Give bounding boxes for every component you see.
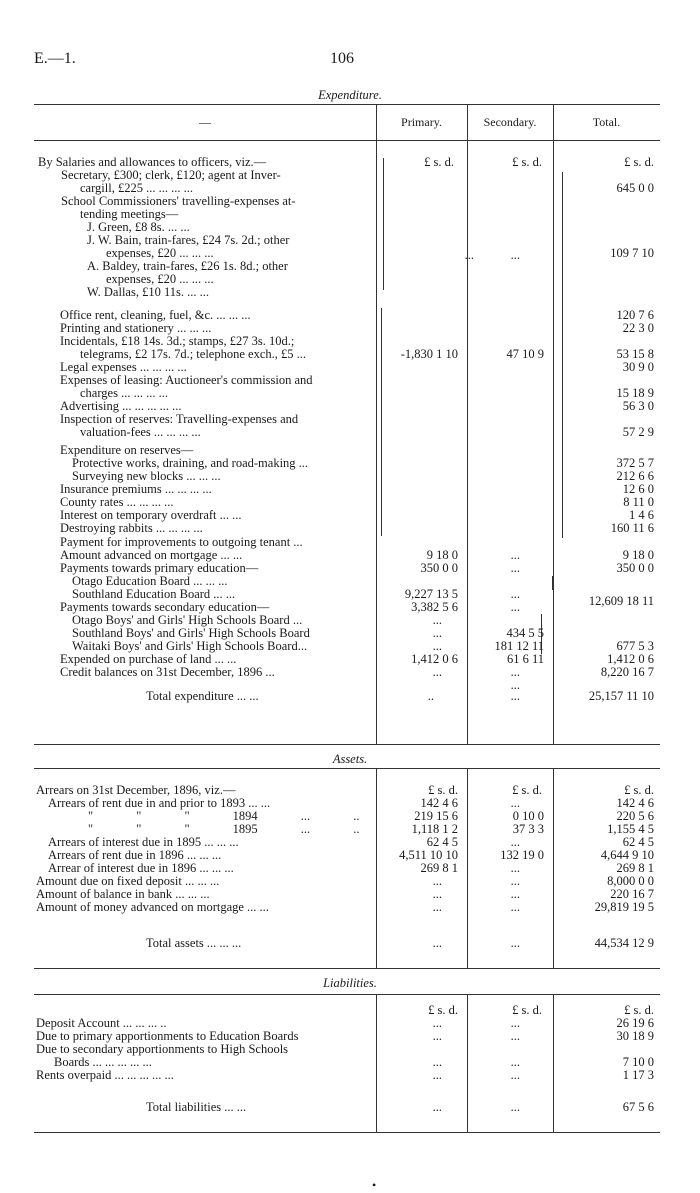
line: " " " 1894 ... .. <box>88 809 360 823</box>
secondary-value: ... <box>510 874 520 888</box>
line: Otago Education Board ... ... ... <box>72 574 228 588</box>
total-value: 8,000 0 0 <box>607 874 654 888</box>
line: J. W. Bain, train-fares, £24 7s. 2d.; other <box>87 233 290 247</box>
group-brace <box>552 576 553 590</box>
line: tending meetings— <box>80 207 179 221</box>
total-liabilities-primary: ... <box>432 1100 442 1114</box>
line: By Salaries and allowances to officers, viz.— <box>38 155 267 169</box>
primary-value: ... <box>432 1068 442 1082</box>
total-value: 30 9 0 <box>622 360 654 374</box>
primary-value: ... <box>432 1029 442 1043</box>
column-divider <box>553 104 554 744</box>
primary-value: ... <box>432 626 442 640</box>
units-total: £ s. d. <box>624 1003 654 1017</box>
primary-value: 4,511 10 10 <box>399 848 458 862</box>
primary-value: ... <box>432 900 442 914</box>
primary-value: 219 15 6 <box>414 809 458 823</box>
line: Arrears of interest due in 1895 ... ... ... <box>48 835 239 849</box>
total-expenditure-label: Total expenditure ... ... <box>146 689 259 703</box>
line: Southland Boys' and Girls' High Schools Board <box>72 626 310 640</box>
primary-value: ... <box>432 874 442 888</box>
total-value: 1,155 4 5 <box>607 822 654 836</box>
column-divider <box>376 994 377 1132</box>
total-value: 120 7 6 <box>616 308 654 322</box>
secondary-value: ... <box>510 1029 520 1043</box>
total-value: 53 15 8 <box>616 347 654 361</box>
line: Waitaki Boys' and Girls' High Schools Board... <box>72 639 308 653</box>
line: charges ... ... ... ... <box>80 386 168 400</box>
line: Arrear of interest due in 1896 ... ... ... <box>48 861 234 875</box>
primary-value: ... <box>432 639 442 653</box>
units-total: £ s. d. <box>624 155 654 169</box>
total-value: 142 4 6 <box>616 796 654 810</box>
line: Insurance premiums ... ... ... ... <box>60 482 212 496</box>
line: Amount of money advanced on mortgage ... ... <box>36 900 269 914</box>
column-header-primary: Primary. <box>401 115 442 129</box>
line: J. Green, £8 8s. ... ... <box>87 220 190 234</box>
page-number: 106 <box>330 50 354 67</box>
primary-value: 62 4 5 <box>426 835 458 849</box>
primary-value: 142 4 6 <box>420 796 458 810</box>
line: Expended on purchase of land ... ... <box>60 652 237 666</box>
secondary-value: ... <box>510 887 520 901</box>
line: Secretary, £300; clerk, £120; agent at Inver- <box>61 168 281 182</box>
primary-value: 1,118 1 2 <box>411 822 458 836</box>
secondary-value: 37 3 3 <box>512 822 544 836</box>
secondary-value: ... <box>510 587 520 601</box>
total-value: 12 6 0 <box>622 482 654 496</box>
line: Amount of balance in bank ... ... ... <box>36 887 210 901</box>
secondary-value: 434 5 5 <box>506 626 544 640</box>
secondary-value: 47 10 9 <box>506 347 544 361</box>
total-value: 9 18 0 <box>622 548 654 562</box>
secondary-value: 132 19 0 <box>500 848 544 862</box>
line: Rents overpaid ... ... ... ... ... <box>36 1068 174 1082</box>
total-liabilities-value: 67 5 6 <box>622 1100 654 1114</box>
column-divider <box>376 104 377 744</box>
line: Credit balances on 31st December, 1896 ... <box>60 665 275 679</box>
secondary-value: 0 10 0 <box>512 809 544 823</box>
total-value: 22 3 0 <box>622 321 654 335</box>
total-value: 4,644 9 10 <box>600 848 654 862</box>
secondary-value: ... <box>510 1016 520 1030</box>
total-assets-value: 44,534 12 9 <box>594 936 654 950</box>
line: Arrears on 31st December, 1896, viz.— <box>36 783 236 797</box>
total-expenditure-secondary: ... <box>510 689 520 703</box>
line: Inspection of reserves: Travelling-expenses and <box>60 412 299 426</box>
rule <box>34 768 660 769</box>
secondary-value: ... <box>510 1068 520 1082</box>
total-value: 372 5 7 <box>616 456 654 470</box>
line: Amount due on fixed deposit ... ... ... <box>36 874 220 888</box>
secondary-value: ... <box>510 835 520 849</box>
total-value: 350 0 0 <box>616 561 654 575</box>
total-value: 26 19 6 <box>616 1016 654 1030</box>
line: Arrears of rent due in 1896 ... ... ... <box>48 848 222 862</box>
units-primary: £ s. d. <box>428 1003 458 1017</box>
primary-value: ... <box>432 665 442 679</box>
primary-value: 9,227 13 5 <box>404 587 458 601</box>
primary-value: ... <box>464 248 474 262</box>
group-brace <box>381 308 382 536</box>
line: Boards ... ... ... ... ... <box>54 1055 152 1069</box>
secondary-value: ... <box>510 600 520 614</box>
total-value: 220 5 6 <box>616 809 654 823</box>
column-header-total: Total. <box>592 115 621 129</box>
units-secondary: £ s. d. <box>512 1003 542 1017</box>
rule <box>34 104 660 105</box>
line: Due to primary apportionments to Education Boards <box>36 1029 299 1043</box>
total-value: 677 5 3 <box>616 639 654 653</box>
line: Expenses of leasing: Auctioneer's commission and <box>60 373 313 387</box>
rule <box>34 968 660 969</box>
secondary-value: ... <box>510 1055 520 1069</box>
units-secondary: £ s. d. <box>512 783 542 797</box>
primary-value: 3,382 5 6 <box>411 600 458 614</box>
column-divider <box>553 994 554 1132</box>
line: Protective works, draining, and road-making ... <box>72 456 309 470</box>
rule <box>34 994 660 995</box>
page-header-left: E.—1. <box>34 50 76 67</box>
line: School Commissioners' travelling-expenses at- <box>61 194 296 208</box>
primary-value: 1,412 0 6 <box>411 652 458 666</box>
total-expenditure-primary: .. <box>427 689 434 703</box>
column-header-description: — <box>199 115 211 129</box>
secondary-value: ... <box>510 548 520 562</box>
total-liabilities-secondary: ... <box>510 1100 520 1114</box>
line: expenses, £20 ... ... ... <box>106 272 214 286</box>
primary-value: 269 8 1 <box>420 861 458 875</box>
line: Surveying new blocks ... ... ... <box>72 469 221 483</box>
total-value: 1 4 6 <box>629 508 654 522</box>
total-value: 645 0 0 <box>616 181 654 195</box>
line: Incidentals, £18 14s. 3d.; stamps, £27 3s. 10d.; <box>60 334 295 348</box>
line: cargill, £225 ... ... ... ... <box>80 181 193 195</box>
column-divider <box>553 768 554 968</box>
line: Due to secondary apportionments to High Schools <box>36 1042 289 1056</box>
primary-value: ... <box>432 1055 442 1069</box>
total-value: 15 18 9 <box>616 386 654 400</box>
group-brace <box>562 172 563 538</box>
column-divider <box>467 768 468 968</box>
line: Arrears of rent due in and prior to 1893 ... ... <box>48 796 271 810</box>
total-value: 212 6 6 <box>616 469 654 483</box>
line: telegrams, £2 17s. 7d.; telephone exch., £5 ... <box>80 347 306 361</box>
total-value: 57 2 9 <box>622 425 654 439</box>
units-primary: £ s. d. <box>428 783 458 797</box>
total-liabilities-label: Total liabilities ... ... <box>146 1100 247 1114</box>
line: Payment for improvements to outgoing tenant ... <box>60 535 303 549</box>
secondary-value: ... <box>510 248 520 262</box>
secondary-value: 61 6 11 <box>506 652 544 666</box>
secondary-value: 181 12 11 <box>494 639 544 653</box>
line: Otago Boys' and Girls' High Schools Board ... <box>72 613 303 627</box>
section-title-assets: Assets. <box>332 752 368 766</box>
total-value: 1 17 3 <box>622 1068 654 1082</box>
line: " " " 1895 ... .. <box>88 822 360 836</box>
primary-value: ... <box>432 1016 442 1030</box>
total-value: 220 16 7 <box>610 887 654 901</box>
total-value: 30 18 9 <box>616 1029 654 1043</box>
primary-value: -1,830 1 10 <box>400 347 458 361</box>
line: Amount advanced on mortgage ... ... <box>60 548 243 562</box>
rule <box>34 1132 660 1133</box>
total-value: 160 11 6 <box>610 521 654 535</box>
line: Legal expenses ... ... ... ... <box>60 360 187 374</box>
column-divider <box>376 768 377 968</box>
secondary-value: ... <box>510 678 520 692</box>
group-brace <box>383 158 384 290</box>
primary-value: ... <box>432 613 442 627</box>
line: Southland Education Board ... ... <box>72 587 236 601</box>
page-mark: • <box>372 1178 377 1192</box>
primary-value: ... <box>432 887 442 901</box>
secondary-value: ... <box>510 900 520 914</box>
secondary-value: ... <box>510 561 520 575</box>
line: Payments towards primary education— <box>60 561 259 575</box>
section-title-expenditure: Expenditure. <box>318 88 382 102</box>
total-value: 56 3 0 <box>622 399 654 413</box>
total-value: 12,609 18 11 <box>588 594 654 608</box>
secondary-value: ... <box>510 665 520 679</box>
column-divider <box>467 994 468 1132</box>
line: Printing and stationery ... ... ... <box>60 321 212 335</box>
units-primary: £ s. d. <box>424 155 454 169</box>
rule <box>34 744 660 745</box>
column-divider <box>467 104 468 744</box>
line: Office rent, cleaning, fuel, &c. ... ... ... <box>60 308 251 322</box>
total-value: 29,819 19 5 <box>594 900 654 914</box>
secondary-value: ... <box>510 796 520 810</box>
line: Expenditure on reserves— <box>60 443 194 457</box>
line: expenses, £20 ... ... ... <box>106 246 214 260</box>
total-assets-label: Total assets ... ... ... <box>146 936 242 950</box>
total-value: 62 4 5 <box>622 835 654 849</box>
section-title-liabilities: Liabilities. <box>323 976 377 990</box>
total-value: 8 11 0 <box>623 495 654 509</box>
total-value: 1,412 0 6 <box>607 652 654 666</box>
primary-value: 9 18 0 <box>426 548 458 562</box>
line: Deposit Account ... ... ... .. <box>36 1016 167 1030</box>
secondary-value: ... <box>510 861 520 875</box>
line: Advertising ... ... ... ... ... <box>60 399 182 413</box>
total-expenditure-value: 25,157 11 10 <box>588 689 654 703</box>
total-assets-primary: ... <box>432 936 442 950</box>
line: Payments towards secondary education— <box>60 600 270 614</box>
total-value: 7 10 0 <box>622 1055 654 1069</box>
line: Destroying rabbits ... ... ... ... <box>60 521 203 535</box>
line: valuation-fees ... ... ... ... <box>80 425 201 439</box>
rule <box>34 140 660 141</box>
units-secondary: £ s. d. <box>512 155 542 169</box>
total-value: 109 7 10 <box>610 246 654 260</box>
units-total: £ s. d. <box>624 783 654 797</box>
total-value: 269 8 1 <box>616 861 654 875</box>
total-value: 8,220 16 7 <box>600 665 654 679</box>
line: W. Dallas, £10 11s. ... ... <box>87 285 209 299</box>
primary-value: 350 0 0 <box>420 561 458 575</box>
line: Interest on temporary overdraft ... ... <box>60 508 242 522</box>
column-header-secondary: Secondary. <box>483 115 537 129</box>
line: County rates ... ... ... ... <box>60 495 174 509</box>
total-assets-secondary: ... <box>510 936 520 950</box>
line: A. Baldey, train-fares, £26 1s. 8d.; other <box>87 259 288 273</box>
